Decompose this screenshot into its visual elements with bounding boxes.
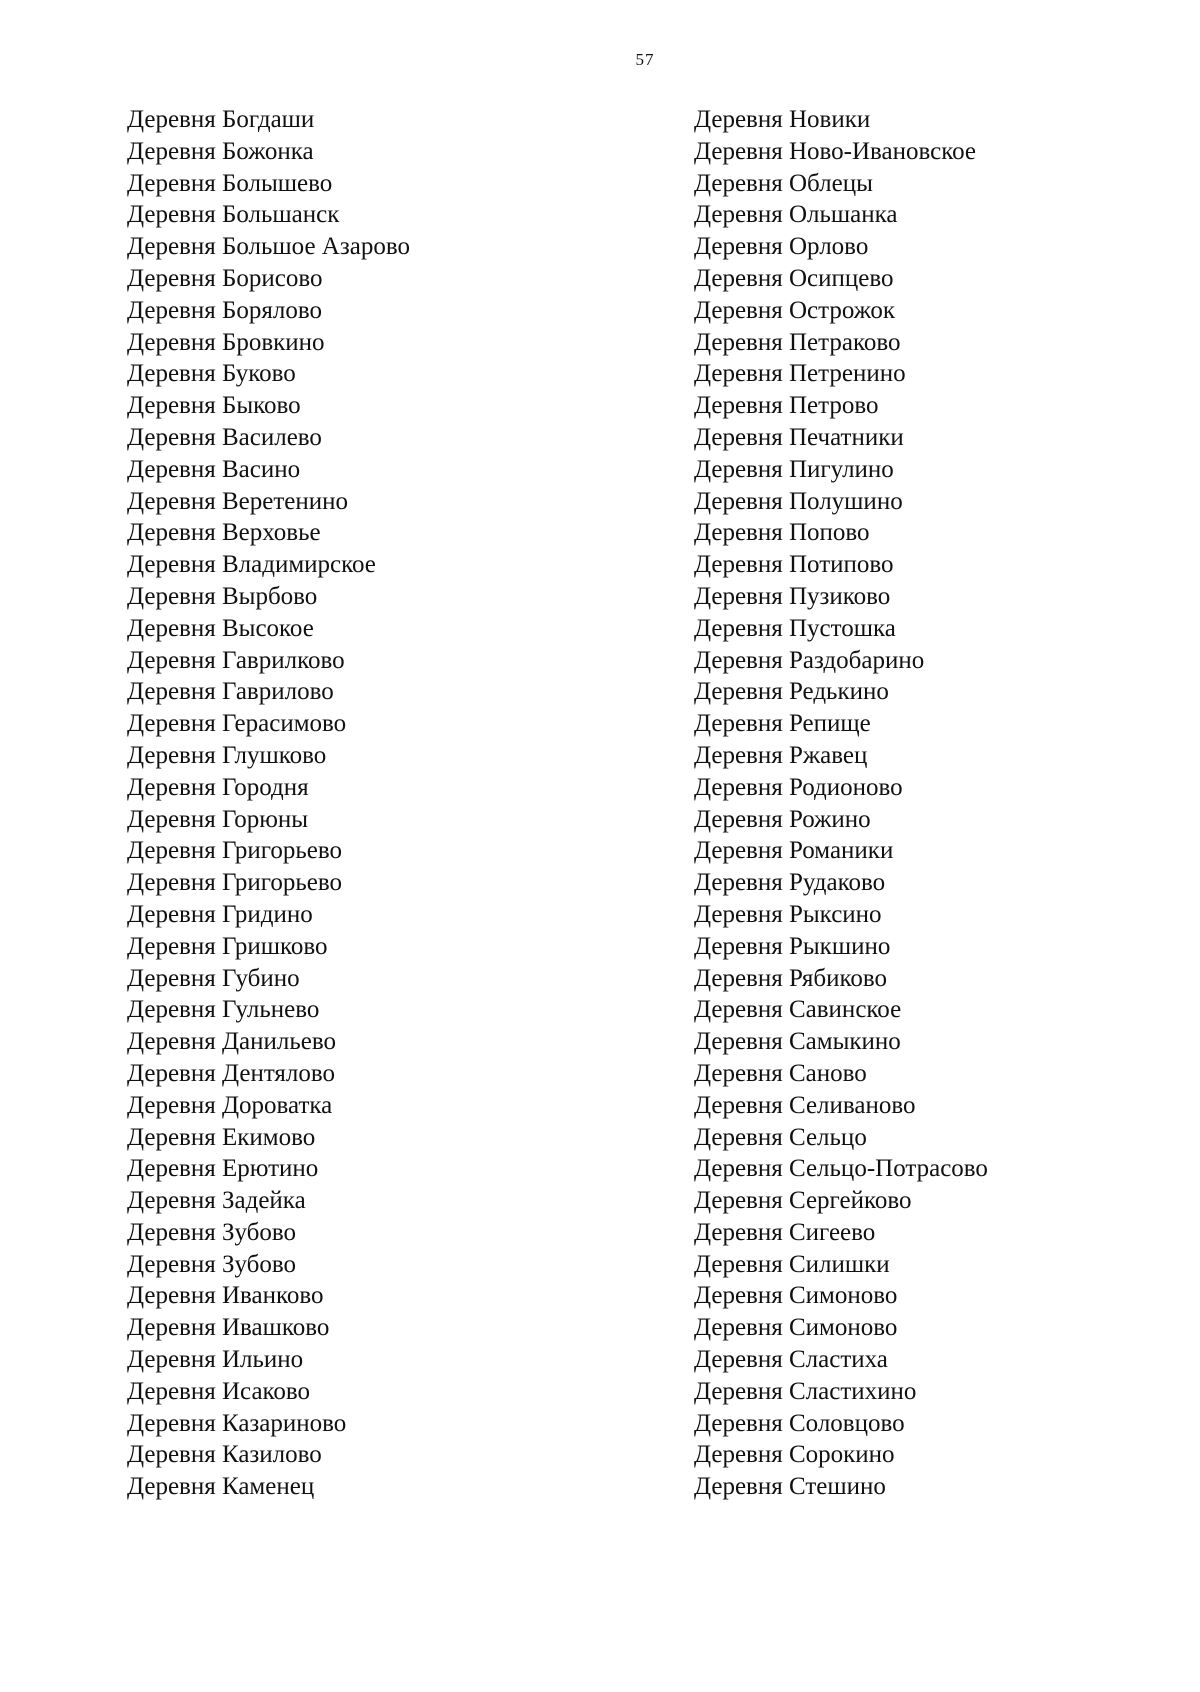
- village-entry: Деревня Сигеево: [694, 1218, 876, 1246]
- village-entry: Деревня Болышево: [127, 169, 333, 197]
- village-entry: Деревня Саново: [694, 1059, 867, 1087]
- village-entry: Деревня Веретенино: [127, 487, 349, 515]
- village-entry: Деревня Казариново: [127, 1409, 347, 1437]
- village-entry: Деревня Гаврилково: [127, 646, 345, 674]
- village-entry: Деревня Большое Азарово: [127, 233, 410, 261]
- village-entry: Деревня Высокое: [127, 614, 314, 642]
- village-entry: Деревня Облецы: [694, 169, 873, 197]
- village-entry: Деревня Савинское: [694, 996, 902, 1024]
- village-entry: Деревня Васино: [127, 455, 301, 483]
- village-entry: Деревня Задейка: [127, 1187, 306, 1215]
- village-entry: Деревня Ерютино: [127, 1155, 319, 1183]
- village-entry: Деревня Гаврилово: [127, 678, 334, 706]
- village-entry: Деревня Рудаково: [694, 869, 886, 897]
- village-entry: Деревня Ивашково: [127, 1314, 330, 1342]
- left-column-list: [127, 104, 647, 1503]
- village-entry: Деревня Борисово: [127, 264, 323, 292]
- village-entry: Деревня Казилово: [127, 1441, 322, 1469]
- village-entry: Деревня Ольшанка: [694, 201, 898, 229]
- village-entry: Деревня Горюны: [127, 805, 309, 833]
- village-entry: Деревня Острожок: [694, 296, 896, 324]
- village-entry: Деревня Гридино: [127, 900, 313, 928]
- village-entry: Деревня Симоново: [694, 1282, 898, 1310]
- village-entry: Деревня Сорокино: [694, 1441, 895, 1469]
- village-entry: Деревня Городня: [127, 773, 309, 801]
- village-entry: Деревня Богдаши: [127, 106, 315, 133]
- village-entry: Деревня Осипцево: [694, 264, 894, 292]
- village-entry: Деревня Губино: [127, 964, 300, 992]
- village-entry: Деревня Орлово: [694, 233, 869, 261]
- village-entry: Деревня Пустошка: [694, 614, 896, 642]
- village-entry: Деревня Силишки: [694, 1250, 890, 1278]
- village-entry: Деревня Сластиха: [694, 1346, 888, 1374]
- village-entry: Деревня Зубово: [127, 1250, 297, 1278]
- village-entry: Деревня Большанск: [127, 201, 340, 229]
- village-entry: Деревня Петрово: [694, 392, 879, 420]
- village-entry: Деревня Каменец: [127, 1473, 315, 1501]
- village-entry: Деревня Ржавец: [694, 741, 868, 769]
- village-entry: Деревня Борялово: [127, 296, 322, 324]
- village-entry: Деревня Дороватка: [127, 1091, 333, 1119]
- village-entry: Деревня Ново-Ивановское: [694, 137, 977, 165]
- village-entry: Деревня Романики: [694, 837, 894, 865]
- village-entry: Деревня Редькино: [694, 678, 889, 706]
- village-entry: Деревня Самыкино: [694, 1028, 901, 1056]
- village-entry: Деревня Гульнево: [127, 996, 320, 1024]
- village-entry: Деревня Сельцо-Потрасово: [694, 1155, 988, 1183]
- right-column-list: [694, 104, 1194, 1503]
- village-entry: Деревня Рябиково: [694, 964, 888, 992]
- village-entry: Деревня Сельцо: [694, 1123, 867, 1151]
- village-entry: Деревня Быково: [127, 392, 301, 420]
- village-entry: Деревня Григорьево: [127, 869, 343, 897]
- village-entry: Деревня Печатники: [694, 423, 904, 451]
- village-entry: Деревня Данильево: [127, 1028, 336, 1056]
- village-entry: Деревня Ильино: [127, 1346, 304, 1374]
- village-entry: Деревня Раздобарино: [694, 646, 925, 674]
- village-entry: Деревня Соловцово: [694, 1409, 905, 1437]
- village-entry: Деревня Петренино: [694, 360, 906, 388]
- village-entry: Деревня Стешино: [694, 1473, 886, 1501]
- village-entry: Деревня Рожино: [694, 805, 871, 833]
- village-entry: Деревня Рыксино: [694, 900, 882, 928]
- village-entry: Деревня Селиваново: [694, 1091, 916, 1119]
- village-entry: Деревня Буково: [127, 360, 296, 388]
- village-entry: Деревня Григорьево: [127, 837, 343, 865]
- village-entry: Деревня Пигулино: [694, 455, 894, 483]
- village-entry: Деревня Сластихино: [694, 1377, 917, 1405]
- village-entry: Деревня Полушино: [694, 487, 903, 515]
- village-entry: Деревня Верховье: [127, 519, 321, 547]
- village-entry: Деревня Симоново: [694, 1314, 898, 1342]
- village-entry: Деревня Петраково: [694, 328, 901, 356]
- village-entry: Деревня Рыкшино: [694, 932, 891, 960]
- village-entry: Деревня Родионово: [694, 773, 903, 801]
- village-entry: Деревня Сергейково: [694, 1187, 912, 1215]
- village-entry: Деревня Потипово: [694, 551, 894, 579]
- village-entry: Деревня Герасимово: [127, 710, 347, 738]
- village-entry: Деревня Глушково: [127, 741, 327, 769]
- village-entry: Деревня Иванково: [127, 1282, 324, 1310]
- village-entry: Деревня Вырбово: [127, 582, 318, 610]
- village-entry: Деревня Гришково: [127, 932, 328, 960]
- village-entry: Деревня Пузиково: [694, 582, 891, 610]
- village-entry: Деревня Василево: [127, 423, 322, 451]
- village-entry: Деревня Бровкино: [127, 328, 325, 356]
- page-number: 57: [635, 50, 655, 69]
- village-entry: Деревня Новики: [694, 106, 871, 133]
- village-entry: Деревня Зубово: [127, 1218, 297, 1246]
- village-entry: Деревня Екимово: [127, 1123, 316, 1151]
- village-entry: Деревня Владимирское: [127, 551, 376, 579]
- village-entry: Деревня Божонка: [127, 137, 314, 165]
- village-entry: Деревня Репище: [694, 710, 871, 738]
- village-entry: Деревня Исаково: [127, 1377, 311, 1405]
- village-entry: Деревня Дентялово: [127, 1059, 336, 1087]
- village-entry: Деревня Попово: [694, 519, 870, 547]
